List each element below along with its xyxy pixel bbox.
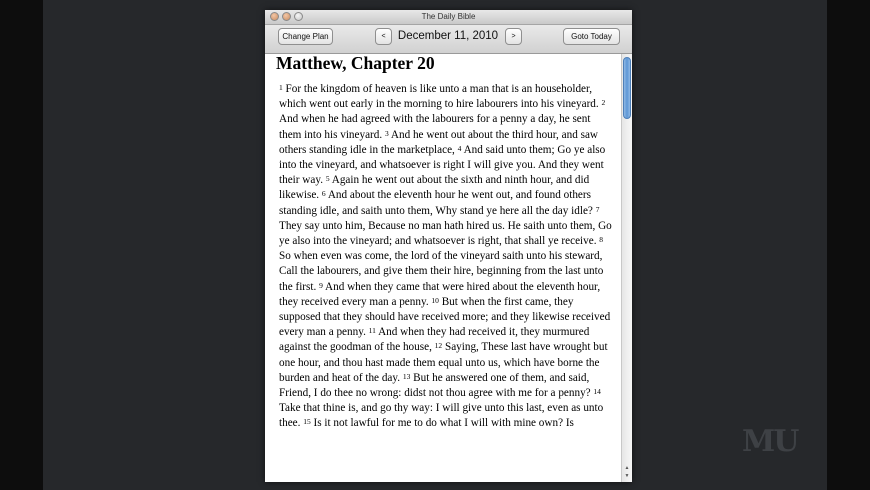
verse-text: And he went out about the third hour, and saw others standing idle in the marketplace,: [279, 128, 598, 156]
vertical-scrollbar[interactable]: [621, 54, 632, 482]
verse-text: So when even was come, the lord of the vineyard saith unto his steward, Call the labourers, and give them their hire, beginning from the last unto the first.: [279, 250, 604, 293]
title-bar[interactable]: [265, 10, 632, 25]
verse-text: And said unto them; Go ye also into the vineyard, and whatsoever is right I will give you. And they went their way.: [279, 143, 606, 187]
passage-text: [279, 82, 613, 432]
verse-text: Take that thine is, and go thy way: I will give unto this last, even as unto thee.: [279, 402, 604, 430]
window-title: The Daily Bible: [421, 12, 476, 21]
goto-today-button[interactable]: Goto Today: [563, 28, 620, 45]
scrollbar-thumb[interactable]: [623, 57, 631, 119]
verse-number: 10: [431, 295, 439, 305]
verse-number: 8: [599, 235, 604, 245]
verse-number: 11: [368, 326, 376, 336]
scroll-down-arrow-icon[interactable]: ▼: [624, 473, 630, 479]
verse-text: But when the first came, they supposed that they should have received more; and they likewise received every man a penny.: [279, 295, 611, 339]
verse-number: 2: [601, 98, 606, 108]
change-plan-button[interactable]: Change Plan: [278, 28, 333, 45]
verse-text: Is it not lawful for me to do what I will with mine own? Is: [310, 417, 574, 430]
verse-number: 5: [325, 174, 330, 184]
verse-text: Saying, These last have wrought but one hour, and thou hast made them equal unto us, which have borne the burden and heat of the day.: [279, 341, 608, 384]
verse-number: 15: [303, 417, 311, 427]
verse-number: 3: [384, 128, 389, 138]
verse-number: 13: [402, 371, 411, 381]
verse-text: And when he had agreed with the labourers for a penny a day, he sent them into his vineyard.: [279, 113, 591, 141]
verse-text: But he answered one of them, and said, Friend, I do thee no wrong: didst not thou agree with me for a penny?: [279, 371, 594, 400]
verse-text: Again he went out about the sixth and ninth hour, and did likewise.: [279, 174, 590, 202]
verse-number: 12: [434, 341, 443, 351]
scroll-arrows[interactable]: [622, 464, 632, 482]
verse-number: 6: [321, 189, 326, 199]
chapter-title: Matthew, Chapter 20: [276, 54, 435, 73]
verse-text: They say unto him, Because no man hath hired us. He saith unto them, Go ye also into the vineyard; and whatsoever is right, that shall ye receive.: [279, 219, 612, 248]
verse-text: And about the eleventh hour he went out, and found others standing idle, and saith unto them, Why stand ye here all the day idle?: [279, 189, 596, 217]
verse-number: 1: [279, 83, 283, 92]
verse-text: And when they came that were hired about the eleventh hour, they received every man a penny.: [279, 280, 601, 308]
current-date: December 11, 2010: [397, 30, 499, 42]
app-window: [265, 10, 632, 482]
previous-day-button[interactable]: <: [375, 28, 392, 45]
reading-pane[interactable]: [265, 54, 619, 482]
toolbar: [265, 25, 632, 54]
scroll-up-arrow-icon[interactable]: ▲: [624, 465, 630, 471]
site-watermark-logo: MU: [742, 424, 798, 459]
verse-text: And when they had received it, they murmured against the goodman of the house,: [279, 326, 590, 354]
verse-number: 7: [595, 204, 600, 214]
next-day-button[interactable]: >: [505, 28, 522, 45]
verse-text: For the kingdom of heaven is like unto a man that is an householder, which went out early in the morning to hire labourers into his vineyard.: [279, 83, 602, 111]
verse-number: 14: [593, 387, 601, 397]
verse-number: 9: [319, 280, 323, 290]
verse-number: 4: [457, 143, 462, 153]
